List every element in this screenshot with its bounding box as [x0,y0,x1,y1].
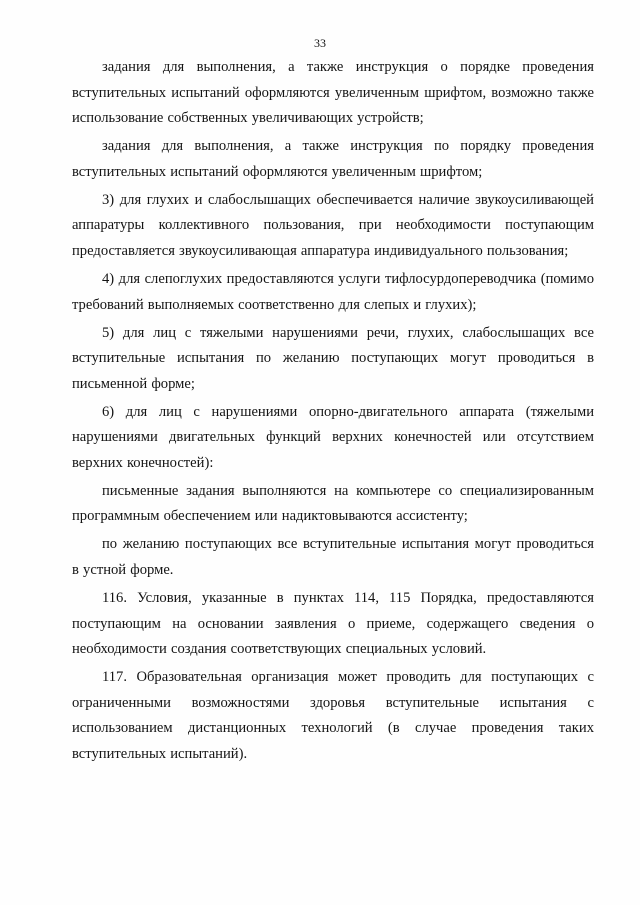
paragraph-116: 116. Условия, указанные в пунктах 114, 115 Порядка, предоставляются поступающим на основании заявления о приеме, содержащего сведения о необходимости создания соответствующих специальных условий. [72,590,594,658]
paragraph-oral-form: по желанию поступающих все вступительные испытания могут проводиться в устной форме. [72,536,594,579]
paragraph-vision-instructions-font: задания для выполнения, а также инструкция по порядку проведения вступительных испытаний оформляются увеличенным шрифтом; [72,138,594,180]
paragraph-written-tasks: письменные задания выполняются на компьютере со специализированным программным обеспечением или надиктовываются ассистенту; [72,482,594,525]
paragraph-item-3-deaf: 3) для глухих и слабослышащих обеспечивается наличие звукоусиливающей аппаратуры коллективного пользования, при необходимости поступающим предоставляется звукоусиливающая аппаратура индивидуального пользования; [72,191,594,259]
paragraph-item-6-musculoskeletal: 6) для лиц с нарушениями опорно-двигательного аппарата (тяжелыми нарушениями двигательных функций верхних конечностей или отсутствием верхних конечностей): [72,403,594,471]
page-number: 33 [314,36,326,50]
paragraph-vision-instructions-devices: задания для выполнения, а также инструкция о порядке проведения вступительных испытаний оформляются увеличенным шрифтом, возможно также использование собственных увеличивающих устройств; [72,59,594,127]
paragraph-item-4-deafblind: 4) для слепоглухих предоставляются услуги тифлосурдопереводчика (помимо требований выполняемых соответственно для слепых и глухих); [72,270,594,313]
paragraph-item-5-speech: 5) для лиц с тяжелыми нарушениями речи, глухих, слабослышащих все вступительные испытания по желанию поступающих могут проводиться в письменной форме; [72,324,594,392]
document-body [72,55,594,770]
paragraph-117: 117. Образовательная организация может проводить для поступающих с ограниченными возможностями здоровья вступительные испытания с использованием дистанционных технологий (в случае проведения таких вступительных испытаний). [72,669,594,762]
